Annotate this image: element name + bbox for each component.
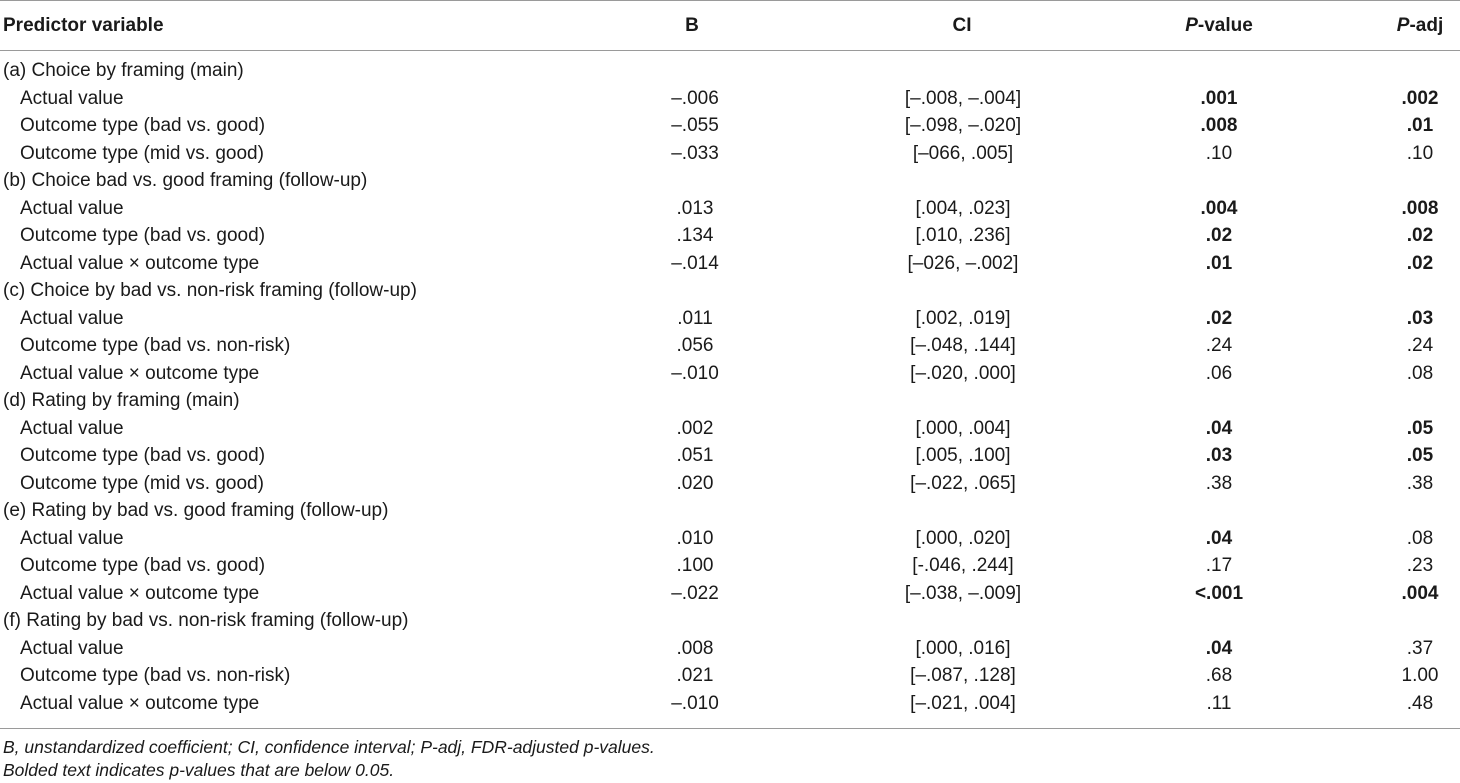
b-cell: .056 xyxy=(676,335,714,356)
header-p-value-suffix: -value xyxy=(1197,15,1253,36)
table-row xyxy=(0,360,1460,388)
b-cell: –.006 xyxy=(671,87,719,109)
p-adj-cell: .38 xyxy=(1406,472,1434,494)
table-note-abbreviations: B, unstandardized coefficient; CI, confidence interval; P-adj, FDR-adjusted p-values. xyxy=(3,737,655,757)
section-label: (c) Choice by bad vs. non-risk framing (follow-up) xyxy=(3,280,417,301)
ci-cell: [.002, .019] xyxy=(915,307,1011,329)
predictor-cell: Outcome type (bad vs. non-risk) xyxy=(20,665,291,686)
p-value-cell: .24 xyxy=(1205,335,1233,356)
ci-cell: [.010, .236] xyxy=(915,225,1011,246)
table-row xyxy=(0,85,1460,113)
table-row xyxy=(0,525,1460,553)
p-adj-cell: .008 xyxy=(1401,197,1439,219)
predictor-cell: Actual value xyxy=(20,197,124,219)
p-adj-cell: .10 xyxy=(1406,142,1434,164)
table-section-row xyxy=(0,277,1460,305)
table-row xyxy=(0,635,1460,663)
p-value-cell: .10 xyxy=(1205,142,1233,164)
b-cell: .134 xyxy=(676,225,714,246)
table-row xyxy=(0,332,1460,360)
table-notes xyxy=(3,736,655,782)
predictor-cell: Outcome type (bad vs. good) xyxy=(20,445,266,466)
p-value-cell: .04 xyxy=(1205,527,1233,549)
b-cell: .013 xyxy=(676,197,714,219)
b-cell: .010 xyxy=(676,527,714,549)
p-adj-cell: .03 xyxy=(1406,307,1434,329)
p-value-cell: .03 xyxy=(1205,445,1233,466)
header-p-adj-italic: P xyxy=(1396,15,1410,36)
p-adj-cell: .004 xyxy=(1401,582,1439,604)
p-adj-cell: .02 xyxy=(1406,225,1434,246)
p-value-cell: .004 xyxy=(1200,197,1238,219)
section-label: (a) Choice by framing (main) xyxy=(3,60,244,81)
p-adj-cell: .01 xyxy=(1406,115,1434,136)
predictor-cell: Actual value xyxy=(20,637,124,659)
b-cell: –.033 xyxy=(671,142,719,164)
p-adj-cell: 1.00 xyxy=(1401,665,1439,686)
table-row xyxy=(0,552,1460,580)
ci-cell: [.000, .016] xyxy=(915,637,1011,659)
ci-cell: [–.098, –.020] xyxy=(904,115,1022,136)
table-section-row xyxy=(0,167,1460,195)
p-value-cell: .001 xyxy=(1200,87,1238,109)
table-section-row xyxy=(0,497,1460,525)
header-p-adj-suffix: -adj xyxy=(1409,15,1444,36)
predictor-cell: Actual value × outcome type xyxy=(20,252,260,274)
p-value-cell: <.001 xyxy=(1194,582,1244,604)
predictor-cell: Outcome type (mid vs. good) xyxy=(20,472,264,494)
ci-cell: [–.020, .000] xyxy=(910,362,1016,384)
p-value-cell: .02 xyxy=(1205,225,1233,246)
ci-cell: [.005, .100] xyxy=(915,445,1011,466)
b-cell: .051 xyxy=(676,445,714,466)
ci-cell: [.000, .004] xyxy=(915,417,1011,439)
b-cell: –.010 xyxy=(671,362,719,384)
p-value-cell: .008 xyxy=(1200,115,1238,136)
p-value-cell: .11 xyxy=(1206,692,1232,714)
b-cell: –.022 xyxy=(671,582,719,604)
ci-cell: [.000, .020] xyxy=(915,527,1011,549)
header-ci: CI xyxy=(952,15,972,36)
b-cell: .008 xyxy=(676,637,714,659)
predictor-cell: Actual value xyxy=(20,527,124,549)
table-section-row xyxy=(0,607,1460,635)
table-row xyxy=(0,415,1460,443)
p-adj-cell: .24 xyxy=(1406,335,1434,356)
ci-cell: [–.038, –.009] xyxy=(904,582,1022,604)
predictor-cell: Actual value × outcome type xyxy=(20,582,260,604)
predictor-cell: Actual value × outcome type xyxy=(20,692,260,714)
p-adj-cell: .37 xyxy=(1406,637,1434,659)
p-value-cell: .02 xyxy=(1205,307,1233,329)
table-row xyxy=(0,442,1460,470)
table-row xyxy=(0,305,1460,333)
p-adj-cell: .05 xyxy=(1406,417,1434,439)
p-adj-cell: .05 xyxy=(1406,445,1434,466)
p-value-cell: .01 xyxy=(1205,252,1233,274)
b-cell: .100 xyxy=(676,555,714,576)
p-adj-cell: .002 xyxy=(1401,87,1439,109)
section-label: (f) Rating by bad vs. non-risk framing (follow-up) xyxy=(3,610,409,631)
p-adj-cell: .08 xyxy=(1406,362,1434,384)
table-bottom-rule xyxy=(0,728,1460,729)
b-cell: –.055 xyxy=(671,115,719,136)
table-section-row xyxy=(0,387,1460,415)
ci-cell: [–066, .005] xyxy=(912,142,1014,164)
predictor-cell: Actual value xyxy=(20,417,124,439)
table-section-row xyxy=(0,57,1460,85)
ci-cell: [–026, –.002] xyxy=(907,252,1019,274)
header-p-value xyxy=(1164,14,1274,38)
table-row xyxy=(0,112,1460,140)
b-cell: –.010 xyxy=(671,692,719,714)
p-adj-cell: .23 xyxy=(1406,555,1434,576)
ci-cell: [–.021, .004] xyxy=(910,692,1016,714)
table-row xyxy=(0,140,1460,168)
table-row xyxy=(0,470,1460,498)
header-p-value-italic: P xyxy=(1185,15,1198,36)
header-p-adj xyxy=(1380,14,1460,38)
p-value-cell: .06 xyxy=(1205,362,1233,384)
predictor-cell: Outcome type (bad vs. good) xyxy=(20,555,266,576)
b-cell: .002 xyxy=(676,417,714,439)
predictor-cell: Outcome type (mid vs. good) xyxy=(20,142,264,164)
predictor-cell: Actual value xyxy=(20,87,124,109)
table-row xyxy=(0,690,1460,718)
p-value-cell: .68 xyxy=(1205,665,1233,686)
b-cell: .021 xyxy=(676,665,714,686)
p-value-cell: .17 xyxy=(1205,555,1233,576)
ci-cell: [–.008, –.004] xyxy=(904,87,1022,109)
table-row xyxy=(0,662,1460,690)
table-row xyxy=(0,195,1460,223)
predictor-cell: Outcome type (bad vs. good) xyxy=(20,225,266,246)
header-b: B xyxy=(685,15,699,36)
p-value-cell: .04 xyxy=(1205,637,1233,659)
predictor-cell: Actual value xyxy=(20,307,124,329)
table-row xyxy=(0,250,1460,278)
ci-cell: [–.087, .128] xyxy=(910,665,1016,686)
section-label: (d) Rating by framing (main) xyxy=(3,390,240,411)
p-adj-cell: .08 xyxy=(1406,527,1434,549)
p-value-cell: .04 xyxy=(1205,417,1233,439)
p-value-cell: .38 xyxy=(1205,472,1233,494)
predictor-cell: Outcome type (bad vs. non-risk) xyxy=(20,335,291,356)
b-cell: –.014 xyxy=(671,252,719,274)
header-predictor-variable: Predictor variable xyxy=(3,15,164,36)
predictor-cell: Outcome type (bad vs. good) xyxy=(20,115,266,136)
table-body xyxy=(0,57,1460,717)
b-cell: .011 xyxy=(677,307,713,329)
table-note-bold-legend: Bolded text indicates p-values that are below 0.05. xyxy=(3,760,395,780)
p-adj-cell: .48 xyxy=(1406,692,1434,714)
table-row xyxy=(0,222,1460,250)
ci-cell: [.004, .023] xyxy=(915,197,1011,219)
section-label: (b) Choice bad vs. good framing (follow-up) xyxy=(3,170,368,191)
table-row xyxy=(0,580,1460,608)
ci-cell: [-.046, .244] xyxy=(912,555,1014,576)
ci-cell: [–.048, .144] xyxy=(910,335,1016,356)
b-cell: .020 xyxy=(676,472,714,494)
table-header-rule xyxy=(0,50,1460,51)
predictor-cell: Actual value × outcome type xyxy=(20,362,260,384)
section-label: (e) Rating by bad vs. good framing (follow-up) xyxy=(3,500,389,521)
p-adj-cell: .02 xyxy=(1406,252,1434,274)
ci-cell: [–.022, .065] xyxy=(910,472,1016,494)
table-header-row xyxy=(0,0,1460,50)
